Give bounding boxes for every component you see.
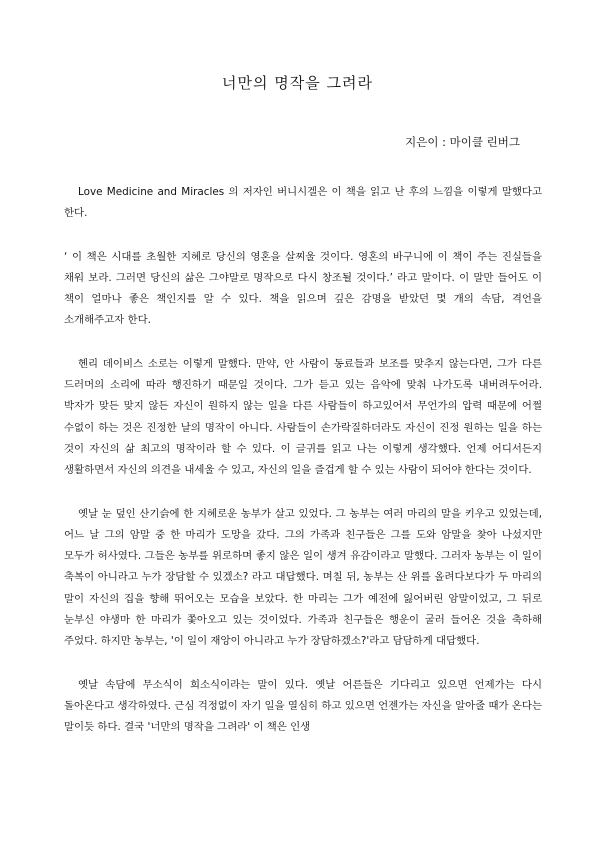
- paragraph-farmer: 옛날 눈 덮인 산기슭에 한 지혜로운 농부가 살고 있었다. 그 농부는 여러 마리의 말을 키우고 있었는데, 어느 날 그의 암말 중 한 마리가 도망을 갔다. 그의 가족과 친구들은 그를 도와 암말을 찾아 나섰지만 모두가 허사였다. 그들은 농부를 위로하며 좋지 않은 일이 생겨 유감이라고 말했다. 그러자 농부는 이 일이 축복이 아니라고 누가 장담할 수 있겠소? 라고 대답했다. 며칠 뒤, 농부는 산 위를 올려다보다가 두 마리의 말이 자신의 집을 향해 뛰어오는 모습을 보았다. 한 마리는 그가 예전에 잃어버린 암말이었고, 그 뒤로 눈부신 야생마 한 마리가 쫓아오고 있는 것이었다. 가족과 친구들은 행운이 굴러 들어온 것을 축하해 주었다. 하지만 농부는, '이 일이 재앙이 아니라고 누가 장담하겠소?'라고 담담하게 대답했다.: [64, 507, 542, 648]
- author-line: 지은이 : 마이클 린버그: [405, 135, 520, 149]
- document-body: [64, 182, 542, 761]
- paragraph-thoreau: 헨리 데이비스 소로는 이렇게 말했다. 만약, 안 사람이 동료들과 보조를 맞추지 않는다면, 그가 다른 드러머의 소리에 따라 행진하기 때문일 것이다. 그가 듣고 있는 음악에 맞춰 나가도록 내버려두어라. 박자가 맞든 맞지 않든 자신이 원하지 않는 일을 다른 사람들이 하고있어서 무언가의 압력 때문에 어쩔 수없이 하는 것은 진정한 날의 명작이 아니다. 사람들이 손가락질하더라도 자신이 진정 원하는 일을 하는 것이 자신의 삶 최고의 명작이라 할 수 있다. 이 글귀를 읽고 나는 이렇게 생각했다. 언제 어디서든지 생활하면서 자신의 의견을 내세울 수 있고, 자신의 일을 즐겁게 할 수 있는 사람이 되어야 한다는 것이다.: [64, 357, 542, 477]
- paragraph-intro: Love Medicine and Miracles 의 저자인 버니시겔은 이 책을 읽고 난 후의 느낌을 이렇게 말했다고 한다.: [64, 186, 542, 220]
- paragraph-proverb: 옛날 속담에 무소식이 희소식이라는 말이 있다. 옛날 어른들은 기다리고 있으면 언제가는 다시 돌아온다고 생각하였다. 근심 걱정없이 자기 일을 열심히 하고 있으면 언젠가는 자신을 알아줄 때가 온다는 말이듯 하다. 결국 '너만의 명작을 그려라' 이 책은 인생: [64, 678, 542, 734]
- paragraph-quote: ‘ 이 책은 시대를 초월한 지혜로 당신의 영혼을 살찌울 것이다. 영혼의 바구니에 이 책이 주는 진실들을 채워 보라. 그러면 당신의 삶은 그야말로 명작으로 다시 창조될 것이다.’ 라고 말이다. 이 말만 들어도 이 책이 얼마나 좋은 책인지를 알 수 있다. 책을 읽으며 깊은 감명을 받았던 몇 개의 속담, 격언을 소개해주고자 한다.: [64, 250, 542, 327]
- document-title: 너만의 명작을 그려라: [222, 74, 373, 92]
